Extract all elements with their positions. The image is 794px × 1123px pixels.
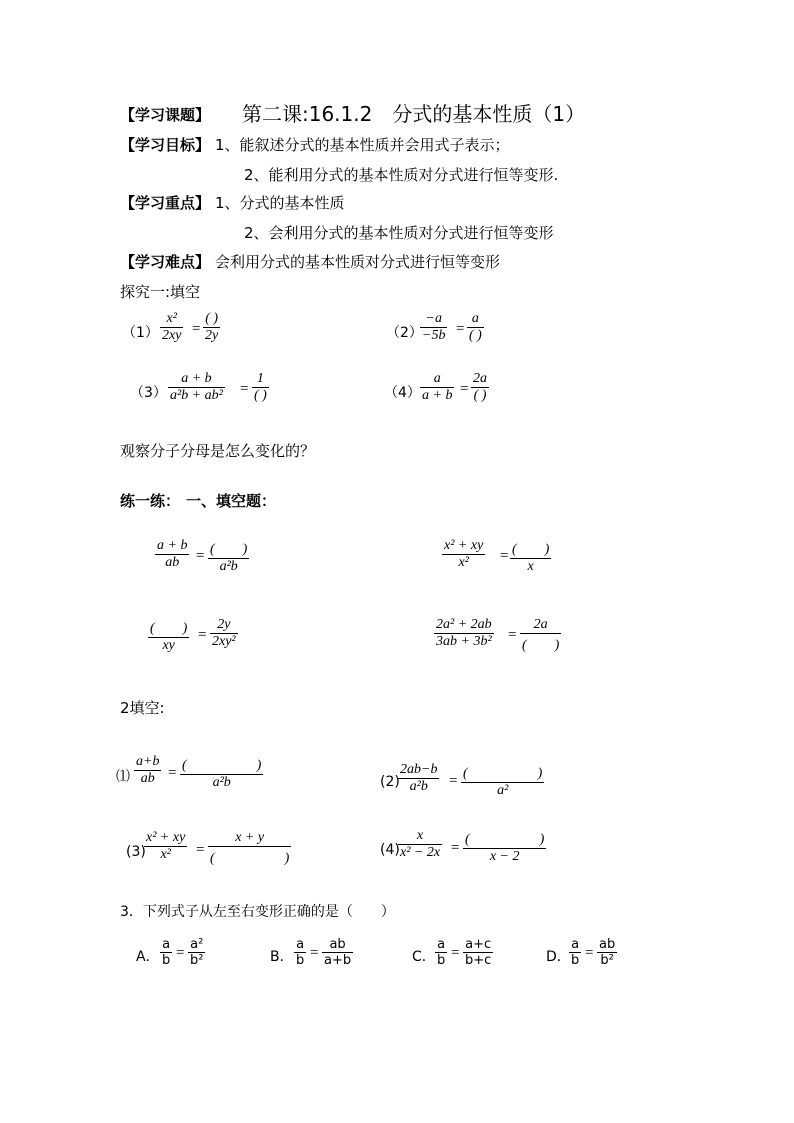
denominator: ( ) — [210, 851, 290, 866]
denominator: x² — [458, 555, 469, 570]
denominator: b — [162, 953, 171, 968]
denominator: 2xy — [162, 328, 182, 343]
fraction — [208, 830, 291, 867]
focus-2: 2、会利用分式的基本性质对分式进行恒等变形 — [244, 224, 554, 242]
focus-1: 1、分式的基本性质 — [215, 194, 345, 212]
denominator: b — [296, 953, 305, 968]
numerator: x² — [160, 311, 183, 328]
numerator: a — [160, 937, 172, 953]
equals-sign: = — [198, 627, 207, 643]
denominator: a²b + ab² — [170, 388, 223, 403]
item-label: (3) — [126, 844, 146, 860]
tag-goal: 【学习目标】 — [120, 136, 211, 154]
numerator: ab — [322, 937, 353, 953]
denominator: ( ) — [469, 328, 482, 343]
fraction — [398, 828, 442, 861]
fraction — [322, 937, 353, 968]
numerator: ( ) — [461, 762, 544, 783]
numerator: ( ) — [203, 311, 220, 328]
fraction — [463, 937, 493, 968]
explore-heading: 探究一:填空 — [120, 283, 201, 301]
equals-sign: = — [310, 945, 319, 961]
fill2-heading: 2填空: — [120, 699, 165, 717]
denominator: ab — [140, 771, 155, 786]
numerator: 2a — [473, 371, 487, 386]
equals-sign: = — [168, 765, 177, 781]
numerator: ( ) — [208, 538, 249, 559]
denominator: ab — [165, 555, 180, 570]
option-label: C． — [412, 949, 436, 965]
equals-sign: = — [196, 548, 205, 564]
fraction — [160, 937, 172, 968]
numerator: a+b — [136, 754, 160, 769]
numerator: ( ) — [180, 754, 263, 775]
equals-sign: = — [192, 321, 201, 337]
fraction — [155, 538, 189, 571]
tag-topic: 【学习课题】 — [120, 106, 211, 124]
numerator: 2a² + 2ab — [436, 617, 492, 632]
item-label: ⑴ — [116, 769, 130, 785]
numerator: −a — [420, 311, 447, 328]
fraction — [252, 371, 269, 404]
fraction — [134, 754, 161, 787]
option-label: A． — [136, 949, 160, 965]
denominator: a²b — [212, 775, 231, 790]
numerator: 2a — [520, 617, 561, 634]
equals-sign: = — [196, 842, 205, 858]
denominator: a²b — [409, 779, 428, 794]
fraction — [420, 371, 454, 404]
item-label: （3） — [130, 385, 167, 401]
item-label: （1） — [122, 325, 159, 341]
numerator: ( ) — [148, 617, 189, 638]
fraction — [398, 762, 439, 795]
numerator: ( ) — [463, 828, 546, 849]
denominator: xy — [162, 638, 175, 653]
numerator: a — [420, 371, 454, 388]
denominator: x − 2 — [489, 849, 520, 864]
equals-sign: = — [456, 321, 465, 337]
equals-sign: = — [176, 945, 185, 961]
numerator: a — [294, 937, 306, 953]
denominator: −5b — [422, 328, 446, 343]
denominator: a²b — [219, 559, 238, 574]
tag-focus: 【学习重点】 — [120, 194, 211, 212]
denominator: a² — [497, 783, 509, 798]
numerator: a² — [188, 937, 205, 953]
item-label: （2） — [386, 325, 423, 341]
denominator: a + b — [422, 388, 453, 403]
equals-sign: = — [585, 945, 594, 961]
fraction — [461, 762, 544, 799]
fraction — [168, 371, 225, 404]
option-label: D． — [546, 949, 571, 965]
fraction — [148, 617, 189, 654]
numerator: a — [435, 937, 447, 953]
denominator: ( ) — [522, 638, 560, 653]
fraction — [510, 538, 551, 575]
page-title: 第二课:16.1.2 分式的基本性质（1） — [242, 102, 586, 126]
goal-2: 2、能利用分式的基本性质对分式进行恒等变形. — [244, 166, 559, 184]
denominator: 2xy² — [212, 634, 236, 649]
denominator: b+c — [465, 953, 492, 968]
numerator: x — [398, 828, 442, 845]
equals-sign: = — [449, 773, 458, 789]
numerator: a — [467, 311, 484, 328]
fraction — [420, 311, 447, 344]
fraction — [294, 937, 306, 968]
fraction — [597, 937, 617, 968]
numerator: a — [569, 937, 581, 953]
fraction — [463, 828, 546, 865]
equals-sign: = — [451, 945, 460, 961]
item-label: (2) — [380, 774, 400, 790]
numerator: a + b — [157, 538, 188, 553]
item-label: （4） — [384, 385, 421, 401]
denominator: b² — [600, 953, 614, 968]
explore-question: 观察分子分母是怎么变化的？ — [120, 442, 316, 460]
fraction — [208, 538, 249, 575]
item-label: (4) — [380, 842, 400, 858]
denominator: x² − 2x — [400, 845, 441, 860]
fraction — [471, 371, 489, 404]
tag-difficulty: 【学习难点】 — [120, 253, 211, 271]
denominator: x² — [160, 847, 171, 862]
fraction — [520, 617, 561, 654]
numerator: x² + xy — [146, 830, 186, 845]
equals-sign: = — [451, 840, 460, 856]
difficulty: 会利用分式的基本性质对分式进行恒等变形 — [215, 253, 501, 271]
denominator: b — [571, 953, 580, 968]
numerator: ab — [599, 937, 616, 952]
fraction — [210, 617, 238, 650]
fraction — [188, 937, 205, 968]
goal-1: 1、能叙述分式的基本性质并会用式子表示； — [215, 136, 510, 154]
denominator: ( ) — [473, 388, 487, 403]
fraction — [144, 830, 187, 863]
numerator: 1 — [252, 371, 269, 388]
equals-sign: = — [500, 548, 509, 564]
denominator: b — [437, 953, 446, 968]
denominator: x — [527, 559, 534, 574]
numerator: 2y — [210, 617, 238, 634]
numerator: x² + xy — [444, 538, 484, 553]
denominator: a+b — [324, 953, 352, 968]
fraction — [467, 311, 484, 344]
equals-sign: = — [508, 627, 517, 643]
option-label: B． — [270, 949, 294, 965]
numerator: x + y — [208, 830, 291, 847]
practice-subheading: 一、填空题： — [186, 492, 277, 510]
fraction — [569, 937, 581, 968]
fraction — [160, 311, 183, 344]
denominator: 3ab + 3b² — [436, 634, 492, 649]
numerator: a + b — [168, 371, 225, 388]
denominator: ( ) — [254, 388, 267, 403]
numerator: ( ) — [510, 538, 551, 559]
equals-sign: = — [460, 381, 469, 397]
practice-heading: 练一练： — [120, 492, 181, 510]
denominator: 2y — [205, 328, 219, 343]
fraction — [180, 754, 263, 791]
numerator: 2ab−b — [400, 762, 438, 777]
fraction — [442, 538, 485, 571]
q3-question: 3．下列式子从左至右变形正确的是（ ） — [120, 904, 395, 920]
fraction — [435, 937, 447, 968]
denominator: b² — [190, 953, 204, 968]
fraction — [434, 617, 494, 650]
equals-sign: = — [240, 381, 249, 397]
fraction — [203, 311, 220, 344]
numerator: a+c — [463, 937, 493, 953]
